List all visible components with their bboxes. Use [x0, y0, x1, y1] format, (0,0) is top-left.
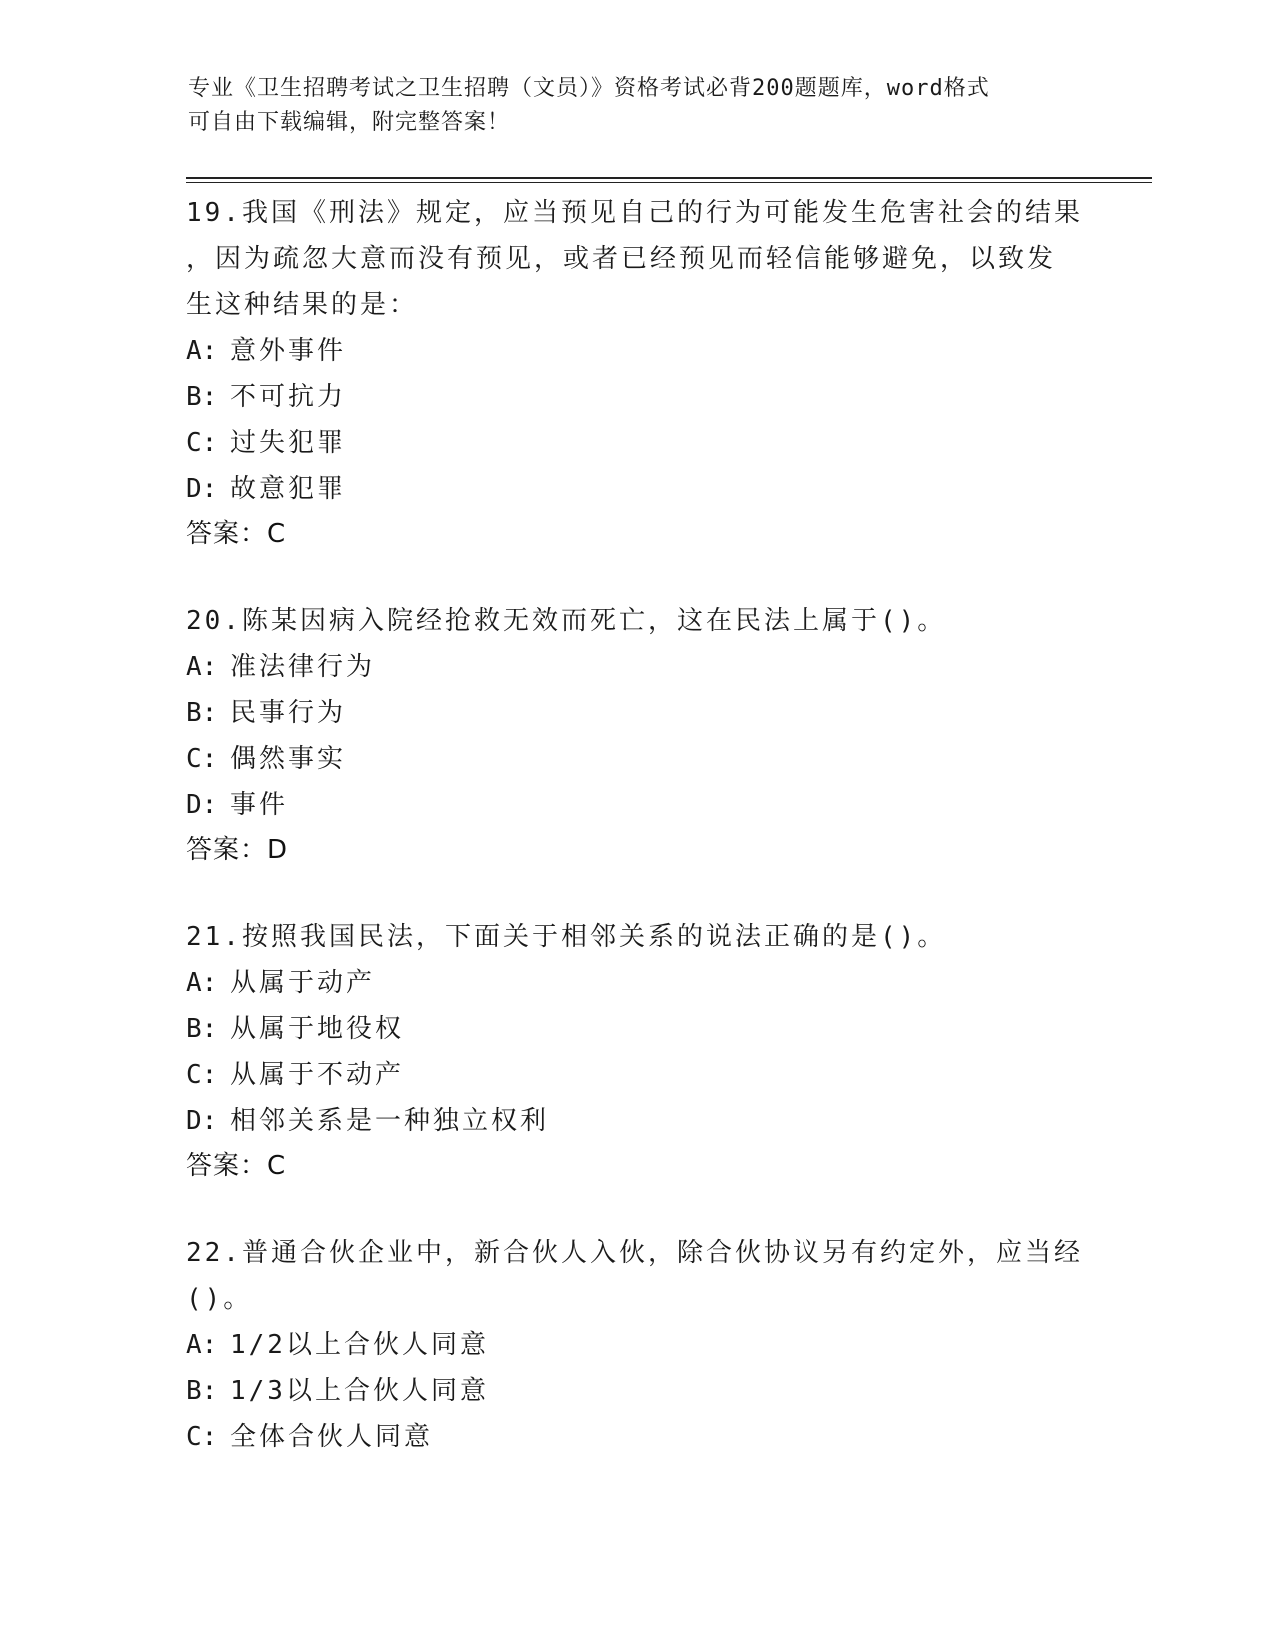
option-letter: C: [186, 1060, 218, 1090]
option-letter: D: [186, 1106, 218, 1136]
answer-option [186, 1322, 1086, 1368]
question-stem-line: 19.我国《刑法》规定，应当预见自己的行为可能发生危害社会的结果 [186, 198, 1083, 228]
answer-option [186, 374, 1086, 420]
option-letter: A: [186, 1330, 218, 1360]
option-letter: B: [186, 382, 218, 412]
question-stem-line: 生这种结果的是： [186, 290, 419, 320]
option-letter: A: [186, 652, 218, 682]
option-letter: C: [186, 428, 218, 458]
option-text: 民事行为 [230, 698, 347, 728]
option-text: 过失犯罪 [230, 428, 347, 458]
question-stem-line: 22.普通合伙企业中，新合伙人入伙，除合伙协议另有约定外，应当经 [186, 1238, 1083, 1268]
option-letter: C: [186, 744, 218, 774]
option-text: 偶然事实 [230, 744, 347, 774]
option-letter: A: [186, 336, 218, 366]
answer-option [186, 736, 1086, 782]
option-text: 准法律行为 [230, 652, 376, 682]
option-text: 不可抗力 [230, 382, 347, 412]
option-letter: C: [186, 1422, 218, 1452]
option-letter: A: [186, 968, 218, 998]
option-text: 从属于地役权 [230, 1014, 405, 1044]
header-divider-thick [186, 177, 1152, 179]
option-text: 事件 [230, 790, 289, 820]
option-text: 从属于不动产 [230, 1060, 405, 1090]
question-stem [186, 190, 1086, 328]
question-stem [186, 598, 1086, 644]
question-block [186, 914, 1086, 1188]
option-letter: B: [186, 1376, 218, 1406]
option-text: 全体合伙人同意 [230, 1422, 434, 1452]
answer-option [186, 782, 1086, 828]
option-text: 故意犯罪 [230, 474, 347, 504]
option-text: 1/3以上合伙人同意 [230, 1376, 489, 1406]
answer-key: 答案：C [186, 519, 287, 549]
header-divider-thin [186, 182, 1152, 183]
question-stem-line: 21.按照我国民法，下面关于相邻关系的说法正确的是()。 [186, 922, 947, 952]
answer-option [186, 644, 1086, 690]
option-text: 意外事件 [230, 336, 347, 366]
option-letter: B: [186, 698, 218, 728]
document-header [188, 72, 1068, 140]
question-block [186, 190, 1086, 556]
answer-option [186, 420, 1086, 466]
answer-option [186, 1414, 1086, 1460]
header-line-2: 可自由下载编辑，附完整答案！ [188, 110, 511, 135]
answer-option [186, 690, 1086, 736]
answer-option [186, 1368, 1086, 1414]
answer-option [186, 1006, 1086, 1052]
question-block [186, 1230, 1086, 1460]
answer-option [186, 1052, 1086, 1098]
answer-option [186, 960, 1086, 1006]
option-letter: B: [186, 1014, 218, 1044]
answer-key: 答案：C [186, 1151, 287, 1181]
option-text: 从属于动产 [230, 968, 376, 998]
question-stem-line: 20.陈某因病入院经抢救无效而死亡，这在民法上属于()。 [186, 606, 947, 636]
question-stem [186, 1230, 1086, 1322]
question-stem-line: ()。 [186, 1284, 253, 1314]
question-stem [186, 914, 1086, 960]
option-text: 1/2以上合伙人同意 [230, 1330, 489, 1360]
answer-option [186, 1098, 1086, 1144]
option-letter: D: [186, 790, 218, 820]
answer-option [186, 328, 1086, 374]
header-line-1: 专业《卫生招聘考试之卫生招聘（文员）》资格考试必背200题题库，word格式 [188, 76, 990, 101]
question-block [186, 598, 1086, 872]
answer-key: 答案：D [186, 835, 289, 865]
answer-option [186, 466, 1086, 512]
option-letter: D: [186, 474, 218, 504]
question-list [186, 190, 1086, 1502]
question-stem-line: ，因为疏忽大意而没有预见，或者已经预见而轻信能够避免，以致发 [186, 244, 1057, 274]
option-text: 相邻关系是一种独立权利 [230, 1106, 550, 1136]
